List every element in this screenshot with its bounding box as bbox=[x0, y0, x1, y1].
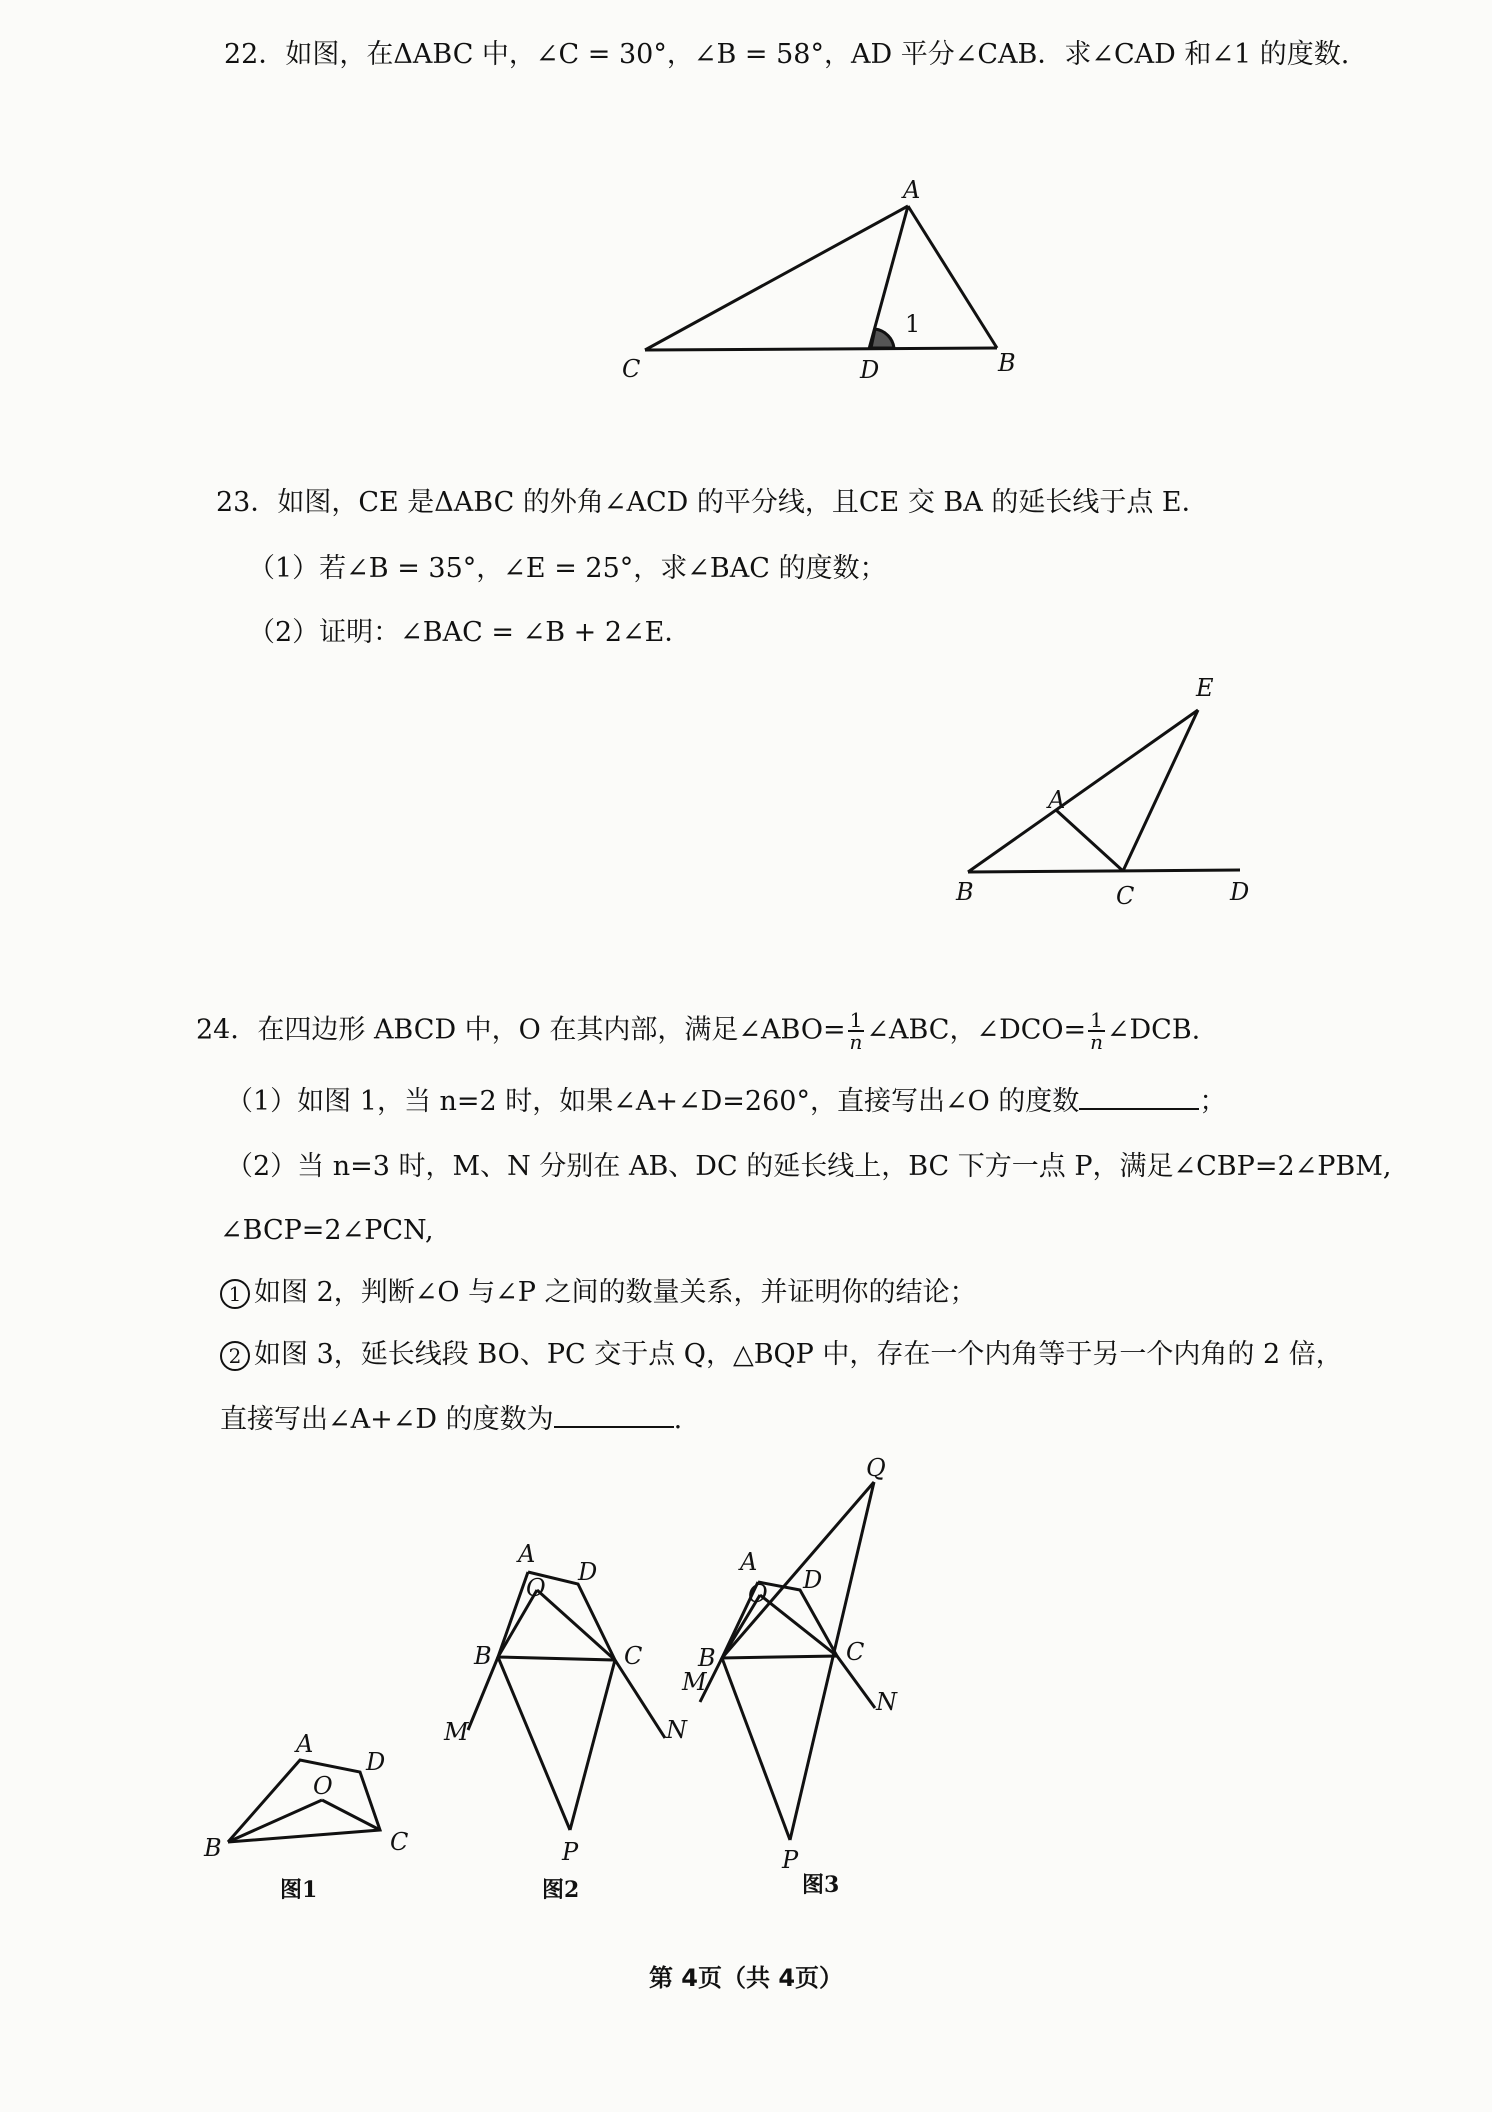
figure-24-1 bbox=[203, 1730, 408, 1903]
q24-part1-end: ； bbox=[1199, 1086, 1227, 1117]
label-O: O bbox=[526, 1574, 546, 1602]
label-B: B bbox=[204, 1834, 222, 1862]
segment-BE bbox=[968, 710, 1198, 872]
label-A: A bbox=[1048, 786, 1066, 814]
extension-CN bbox=[615, 1660, 665, 1738]
segment-CE bbox=[1123, 710, 1198, 871]
figure-22 bbox=[622, 176, 1016, 384]
caption-fig2: 图2 bbox=[542, 1877, 580, 1903]
segment-OC bbox=[760, 1595, 837, 1656]
segment-BP bbox=[498, 1657, 570, 1830]
label-C: C bbox=[846, 1638, 865, 1666]
label-Q: Q bbox=[866, 1454, 886, 1482]
quad-ABCD bbox=[498, 1572, 615, 1660]
q24-part2b: ∠BCP=2∠PCN, bbox=[220, 1215, 434, 1246]
q24-intro-c: ∠DCB. bbox=[1106, 1014, 1201, 1046]
q24-sub2-end: . bbox=[673, 1404, 683, 1435]
label-C: C bbox=[1116, 882, 1135, 910]
label-A: A bbox=[903, 176, 921, 204]
fraction-numerator: 1 bbox=[1090, 1008, 1103, 1032]
label-P: P bbox=[562, 1838, 579, 1866]
page-footer: 第 4页（共 4页） bbox=[648, 1964, 844, 1992]
label-O: O bbox=[748, 1580, 768, 1608]
label-A: A bbox=[740, 1548, 758, 1576]
label-B: B bbox=[998, 349, 1016, 377]
caption-fig1: 图1 bbox=[280, 1877, 318, 1903]
q24-intro-b: ∠ABC，∠DCO= bbox=[866, 1014, 1087, 1046]
figure-24-2 bbox=[443, 1540, 688, 1903]
label-N: N bbox=[666, 1716, 687, 1744]
q23-part1: （1）若∠B = 35°，∠E = 25°，求∠BAC 的度数； bbox=[248, 553, 887, 584]
label-P: P bbox=[782, 1846, 799, 1874]
label-E: E bbox=[1196, 674, 1214, 702]
label-D: D bbox=[860, 356, 880, 384]
label-D: D bbox=[803, 1566, 823, 1594]
label-A: A bbox=[296, 1730, 314, 1758]
label-O: O bbox=[313, 1772, 333, 1800]
q24-sub2-text-b: 直接写出∠A+∠D 的度数为 bbox=[220, 1404, 554, 1435]
label-A: A bbox=[518, 1540, 536, 1568]
q24-sub2-text: 如图 3，延长线段 BO、PC 交于点 Q，△BQP 中，存在一个内角等于另一个内角的 2 倍， bbox=[254, 1339, 1343, 1370]
q24-intro-a: 24．在四边形 ABCD 中，O 在其内部，满足∠ABO= bbox=[196, 1014, 846, 1046]
circled-number-2: 2 bbox=[220, 1341, 250, 1371]
label-D: D bbox=[1230, 878, 1250, 906]
segment-CP bbox=[570, 1660, 615, 1830]
angle-1-marker bbox=[871, 329, 894, 348]
q24-part1-text: （1）如图 1，当 n=2 时，如果∠A+∠D=260°，直接写出∠O 的度数 bbox=[226, 1086, 1080, 1117]
figure-24-3 bbox=[681, 1454, 898, 1898]
fraction-denominator: n bbox=[849, 1030, 863, 1054]
label-D: D bbox=[366, 1748, 386, 1776]
segment-OC bbox=[537, 1590, 615, 1660]
segment-BP bbox=[722, 1658, 790, 1840]
fraction-denominator: n bbox=[1090, 1030, 1103, 1054]
segment-BD bbox=[968, 870, 1240, 872]
label-B: B bbox=[474, 1642, 492, 1670]
label-B: B bbox=[698, 1644, 716, 1672]
label-C: C bbox=[390, 1828, 409, 1856]
label-B: B bbox=[956, 878, 974, 906]
label-angle-1: 1 bbox=[905, 310, 921, 338]
segment-AB bbox=[908, 206, 997, 348]
label-N: N bbox=[876, 1688, 897, 1716]
q23-text: 23．如图，CE 是ΔABC 的外角∠ACD 的平分线，且CE 交 BA 的延长线于点 E． bbox=[216, 487, 1209, 518]
label-M: M bbox=[444, 1718, 469, 1746]
q24-sub1-text: 如图 2，判断∠O 与∠P 之间的数量关系，并证明你的结论； bbox=[254, 1277, 977, 1308]
label-C: C bbox=[624, 1642, 643, 1670]
segment-CB bbox=[645, 348, 997, 350]
quad-ABCD bbox=[228, 1760, 380, 1842]
q23-part2: （2）证明：∠BAC = ∠B + 2∠E． bbox=[248, 617, 692, 648]
figure-23 bbox=[955, 674, 1249, 910]
q22-text: 22．如图，在ΔABC 中，∠C = 30°，∠B = 58°，AD 平分∠CAB．求∠CAD 和∠1 的度数. bbox=[224, 39, 1350, 70]
circled-number-1: 1 bbox=[220, 1279, 250, 1309]
label-D: D bbox=[578, 1558, 598, 1586]
fraction-numerator: 1 bbox=[849, 1008, 863, 1032]
segment-AC bbox=[1056, 810, 1123, 871]
segment-CA bbox=[645, 206, 908, 350]
q24-part2a: （2）当 n=3 时，M、N 分别在 AB、DC 的延长线上，BC 下方一点 P，满足∠CBP=2∠PBM, bbox=[226, 1151, 1392, 1182]
label-M: M bbox=[682, 1668, 707, 1696]
caption-fig3: 图3 bbox=[802, 1872, 840, 1898]
label-C: C bbox=[622, 355, 641, 383]
